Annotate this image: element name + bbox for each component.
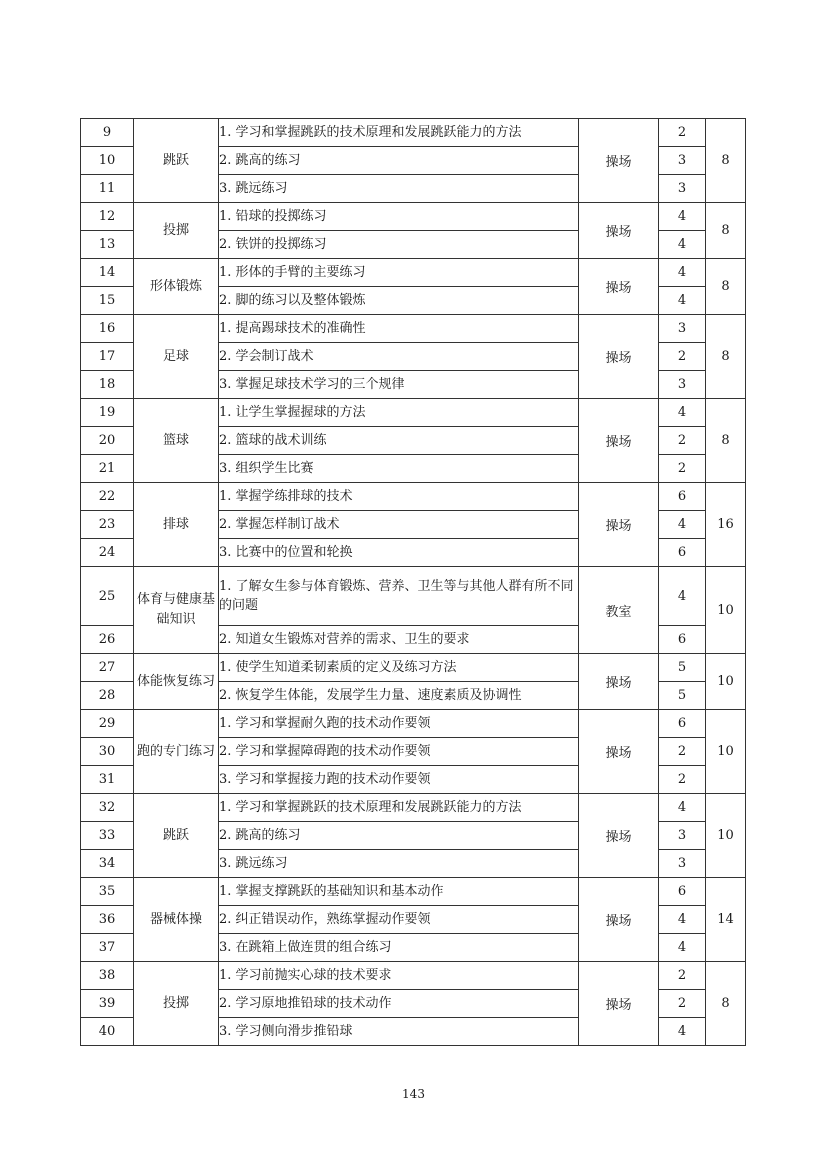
content-cell: 1. 了解女生参与体育锻炼、营养、卫生等与其他人群有所不同的问题: [219, 567, 579, 626]
lesson-number-cell: 37: [81, 934, 134, 962]
hours-cell: 2: [659, 455, 706, 483]
location-cell: 操场: [579, 203, 659, 259]
hours-cell: 2: [659, 990, 706, 1018]
content-cell: 1. 掌握学练排球的技术: [219, 483, 579, 511]
table-row: [81, 315, 746, 343]
lesson-number-cell: 16: [81, 315, 134, 343]
hours-cell: 4: [659, 287, 706, 315]
content-cell: 1. 学习和掌握耐久跑的技术动作要领: [219, 710, 579, 738]
location-cell: 教室: [579, 567, 659, 654]
topic-cell: 足球: [134, 315, 219, 399]
hours-cell: 6: [659, 878, 706, 906]
lesson-number-cell: 36: [81, 906, 134, 934]
content-cell: 3. 跳远练习: [219, 175, 579, 203]
lesson-number-cell: 35: [81, 878, 134, 906]
content-cell: 3. 学习侧向滑步推铅球: [219, 1018, 579, 1046]
content-cell: 2. 掌握怎样制订战术: [219, 511, 579, 539]
lesson-number-cell: 23: [81, 511, 134, 539]
lesson-number-cell: 20: [81, 427, 134, 455]
hours-cell: 3: [659, 175, 706, 203]
table-row: [81, 878, 746, 906]
content-cell: 2. 学习和掌握障碍跑的技术动作要领: [219, 738, 579, 766]
location-cell: 操场: [579, 315, 659, 399]
lesson-number-cell: 11: [81, 175, 134, 203]
hours-cell: 2: [659, 738, 706, 766]
table-row: [81, 962, 746, 990]
content-cell: 2. 学会制订战术: [219, 343, 579, 371]
content-cell: 3. 掌握足球技术学习的三个规律: [219, 371, 579, 399]
location-cell: 操场: [579, 962, 659, 1046]
location-cell: 操场: [579, 878, 659, 962]
hours-cell: 4: [659, 259, 706, 287]
table-row: [81, 203, 746, 231]
lesson-number-cell: 26: [81, 626, 134, 654]
topic-cell: 跑的专门练习: [134, 710, 219, 794]
lesson-number-cell: 28: [81, 682, 134, 710]
hours-cell: 3: [659, 315, 706, 343]
location-cell: 操场: [579, 119, 659, 203]
content-cell: 2. 恢复学生体能，发展学生力量、速度素质及协调性: [219, 682, 579, 710]
lesson-number-cell: 9: [81, 119, 134, 147]
lesson-number-cell: 19: [81, 399, 134, 427]
lesson-number-cell: 15: [81, 287, 134, 315]
content-cell: 2. 纠正错误动作，熟练掌握动作要领: [219, 906, 579, 934]
lesson-number-cell: 17: [81, 343, 134, 371]
schedule-table: [80, 118, 746, 1046]
hours-cell: 4: [659, 203, 706, 231]
content-cell: 3. 跳远练习: [219, 850, 579, 878]
lesson-number-cell: 33: [81, 822, 134, 850]
hours-cell: 2: [659, 766, 706, 794]
total-hours-cell: 8: [706, 203, 746, 259]
content-cell: 1. 形体的手臂的主要练习: [219, 259, 579, 287]
total-hours-cell: 10: [706, 567, 746, 654]
hours-cell: 4: [659, 794, 706, 822]
hours-cell: 5: [659, 654, 706, 682]
total-hours-cell: 8: [706, 119, 746, 203]
content-cell: 2. 跳高的练习: [219, 822, 579, 850]
table-row: [81, 119, 746, 147]
topic-cell: 跳跃: [134, 794, 219, 878]
hours-cell: 3: [659, 850, 706, 878]
content-cell: 1. 掌握支撑跳跃的基础知识和基本动作: [219, 878, 579, 906]
lesson-number-cell: 25: [81, 567, 134, 626]
lesson-number-cell: 34: [81, 850, 134, 878]
topic-cell: 体能恢复练习: [134, 654, 219, 710]
lesson-number-cell: 22: [81, 483, 134, 511]
hours-cell: 4: [659, 1018, 706, 1046]
hours-cell: 4: [659, 906, 706, 934]
hours-cell: 3: [659, 147, 706, 175]
content-cell: 2. 跳高的练习: [219, 147, 579, 175]
total-hours-cell: 16: [706, 483, 746, 567]
lesson-number-cell: 21: [81, 455, 134, 483]
content-cell: 3. 在跳箱上做连贯的组合练习: [219, 934, 579, 962]
table-row: [81, 399, 746, 427]
location-cell: 操场: [579, 710, 659, 794]
total-hours-cell: 8: [706, 315, 746, 399]
topic-cell: 投掷: [134, 203, 219, 259]
lesson-number-cell: 24: [81, 539, 134, 567]
content-cell: 2. 脚的练习以及整体锻炼: [219, 287, 579, 315]
hours-cell: 6: [659, 710, 706, 738]
page-number: 143: [402, 1087, 425, 1101]
lesson-number-cell: 39: [81, 990, 134, 1018]
lesson-number-cell: 38: [81, 962, 134, 990]
hours-cell: 6: [659, 626, 706, 654]
hours-cell: 4: [659, 231, 706, 259]
total-hours-cell: 14: [706, 878, 746, 962]
topic-cell: 跳跃: [134, 119, 219, 203]
location-cell: 操场: [579, 259, 659, 315]
total-hours-cell: 10: [706, 710, 746, 794]
hours-cell: 4: [659, 567, 706, 626]
table-row: [81, 654, 746, 682]
topic-cell: 器械体操: [134, 878, 219, 962]
lesson-number-cell: 27: [81, 654, 134, 682]
lesson-number-cell: 32: [81, 794, 134, 822]
lesson-number-cell: 13: [81, 231, 134, 259]
total-hours-cell: 8: [706, 259, 746, 315]
table-row: [81, 794, 746, 822]
content-cell: 1. 学习和掌握跳跃的技术原理和发展跳跃能力的方法: [219, 119, 579, 147]
hours-cell: 6: [659, 539, 706, 567]
table-row: [81, 259, 746, 287]
hours-cell: 4: [659, 399, 706, 427]
total-hours-cell: 8: [706, 399, 746, 483]
lesson-number-cell: 40: [81, 1018, 134, 1046]
content-cell: 2. 知道女生锻炼对营养的需求、卫生的要求: [219, 626, 579, 654]
lesson-number-cell: 12: [81, 203, 134, 231]
topic-cell: 篮球: [134, 399, 219, 483]
location-cell: 操场: [579, 794, 659, 878]
hours-cell: 3: [659, 822, 706, 850]
location-cell: 操场: [579, 399, 659, 483]
table-row: [81, 710, 746, 738]
lesson-number-cell: 18: [81, 371, 134, 399]
hours-cell: 2: [659, 427, 706, 455]
content-cell: 1. 铅球的投掷练习: [219, 203, 579, 231]
lesson-number-cell: 30: [81, 738, 134, 766]
total-hours-cell: 10: [706, 654, 746, 710]
topic-cell: 形体锻炼: [134, 259, 219, 315]
total-hours-cell: 8: [706, 962, 746, 1046]
hours-cell: 4: [659, 511, 706, 539]
topic-cell: 排球: [134, 483, 219, 567]
hours-cell: 2: [659, 343, 706, 371]
content-cell: 1. 使学生知道柔韧素质的定义及练习方法: [219, 654, 579, 682]
table-row: [81, 483, 746, 511]
content-cell: 1. 提高踢球技术的准确性: [219, 315, 579, 343]
hours-cell: 2: [659, 962, 706, 990]
total-hours-cell: 10: [706, 794, 746, 878]
lesson-number-cell: 29: [81, 710, 134, 738]
hours-cell: 6: [659, 483, 706, 511]
content-cell: 3. 比赛中的位置和轮换: [219, 539, 579, 567]
content-cell: 1. 学习前抛实心球的技术要求: [219, 962, 579, 990]
topic-cell: 投掷: [134, 962, 219, 1046]
lesson-number-cell: 10: [81, 147, 134, 175]
content-cell: 3. 组织学生比赛: [219, 455, 579, 483]
schedule-body: [81, 119, 746, 1046]
location-cell: 操场: [579, 654, 659, 710]
content-cell: 3. 学习和掌握接力跑的技术动作要领: [219, 766, 579, 794]
hours-cell: 5: [659, 682, 706, 710]
hours-cell: 4: [659, 934, 706, 962]
table-row: [81, 567, 746, 626]
hours-cell: 2: [659, 119, 706, 147]
content-cell: 2. 篮球的战术训练: [219, 427, 579, 455]
content-cell: 1. 让学生掌握握球的方法: [219, 399, 579, 427]
lesson-number-cell: 14: [81, 259, 134, 287]
hours-cell: 3: [659, 371, 706, 399]
location-cell: 操场: [579, 483, 659, 567]
lesson-number-cell: 31: [81, 766, 134, 794]
content-cell: 2. 学习原地推铅球的技术动作: [219, 990, 579, 1018]
content-cell: 2. 铁饼的投掷练习: [219, 231, 579, 259]
topic-cell: 体育与健康基础知识: [134, 567, 219, 654]
content-cell: 1. 学习和掌握跳跃的技术原理和发展跳跃能力的方法: [219, 794, 579, 822]
